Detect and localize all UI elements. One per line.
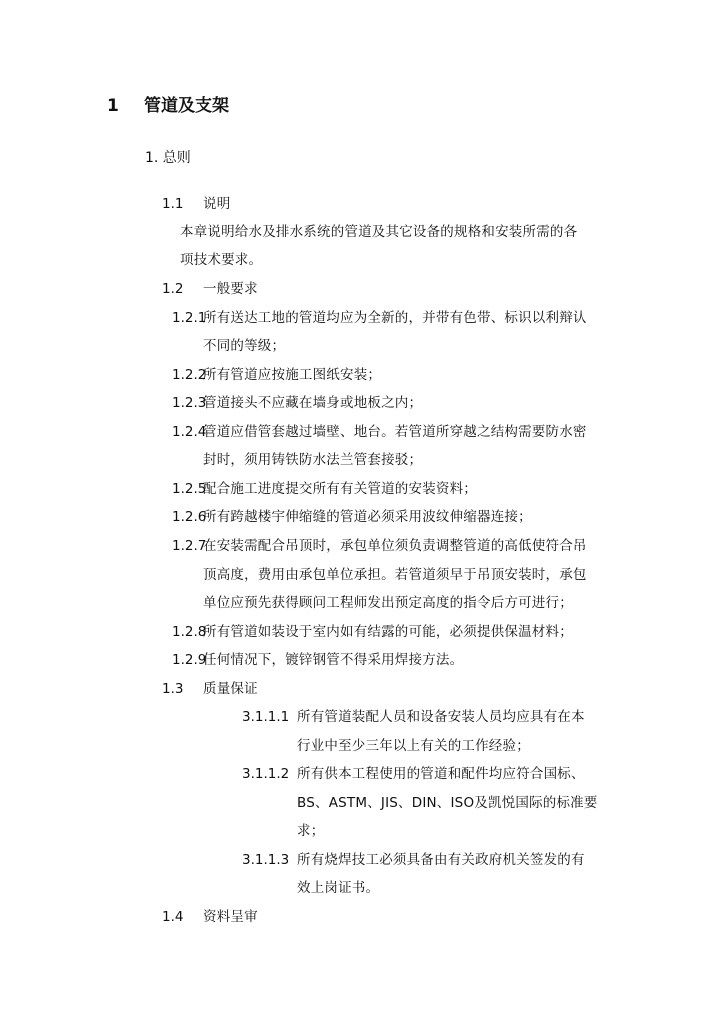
item-number: 3.1.1.1 [242, 709, 290, 725]
item-text: 效上岗证书。 [297, 880, 380, 896]
item-number: 1.2.6 [172, 509, 207, 525]
paragraph-line: 项技术要求。 [180, 252, 263, 268]
item-number: 1.2.9 [172, 652, 207, 668]
item-text: 配合施工进度提交所有有关管道的安装资料； [203, 481, 477, 497]
item-text: 求； [297, 823, 325, 839]
item-text: 行业中至少三年以上有关的工作经验； [297, 738, 530, 754]
item-text: 所有烧焊技工必须具备由有关政府机关签发的有 [297, 852, 585, 868]
subsection-number: 1.3 [162, 681, 184, 697]
item-number: 3.1.1.2 [242, 766, 290, 782]
section-title: 1. 总则 [145, 150, 191, 166]
item-text: 在安装需配合吊顶时，承包单位须负责调整管道的高低使符合吊 [203, 538, 587, 554]
item-text: 单位应预先获得顾问工程师发出预定高度的指令后方可进行； [203, 595, 573, 611]
item-number: 1.2.4 [172, 424, 207, 440]
item-number: 1.2.8 [172, 624, 207, 640]
item-text: 管道应借管套越过墙壁、地台。若管道所穿越之结构需要防水密 [203, 424, 587, 440]
subsection-title: 一般要求 [203, 281, 258, 297]
item-number: 3.1.1.3 [242, 852, 290, 868]
item-number: 1.2.7 [172, 538, 207, 554]
subsection-number: 1.1 [162, 196, 184, 212]
item-text: 所有跨越楼宇伸缩缝的管道必须采用波纹伸缩器连接； [203, 509, 532, 525]
subsection-title: 资料呈审 [203, 909, 258, 925]
item-text: 所有供本工程使用的管道和配件均应符合国标、 [297, 766, 585, 782]
item-number: 1.2.2 [172, 367, 207, 383]
item-text: 所有送达工地的管道均应为全新的，并带有色带、标识以利辩认 [203, 310, 587, 326]
item-number: 1.2.1 [172, 310, 207, 326]
item-text: 所有管道如装设于室内如有结露的可能，必须提供保温材料； [203, 624, 573, 640]
item-text: 任何情况下，镀锌钢管不得采用焊接方法。 [203, 652, 464, 668]
subsection-title: 质量保证 [203, 681, 258, 697]
item-text: 封时，须用铸铁防水法兰管套接驳； [203, 452, 423, 468]
item-text: BS、ASTM、JIS、DIN、ISO及凯悦国际的标准要 [297, 795, 598, 811]
item-text: 顶高度，费用由承包单位承担。若管道须早于吊顶安装时，承包 [203, 567, 587, 583]
item-number: 1.2.5 [172, 481, 207, 497]
chapter-number: 1 [107, 96, 119, 116]
subsection-number: 1.4 [162, 909, 184, 925]
item-text: 所有管道装配人员和设备安装人员均应具有在本 [297, 709, 585, 725]
item-number: 1.2.3 [172, 395, 207, 411]
item-text: 管道接头不应藏在墙身或地板之内； [203, 395, 423, 411]
item-text: 所有管道应按施工图纸安装； [203, 367, 382, 383]
chapter-title: 管道及支架 [144, 96, 229, 116]
paragraph-line: 本章说明给水及排水系统的管道及其它设备的规格和安装所需的各 [180, 224, 578, 240]
subsection-number: 1.2 [162, 281, 184, 297]
subsection-title: 说明 [203, 196, 231, 212]
item-text: 不同的等级； [203, 338, 286, 354]
